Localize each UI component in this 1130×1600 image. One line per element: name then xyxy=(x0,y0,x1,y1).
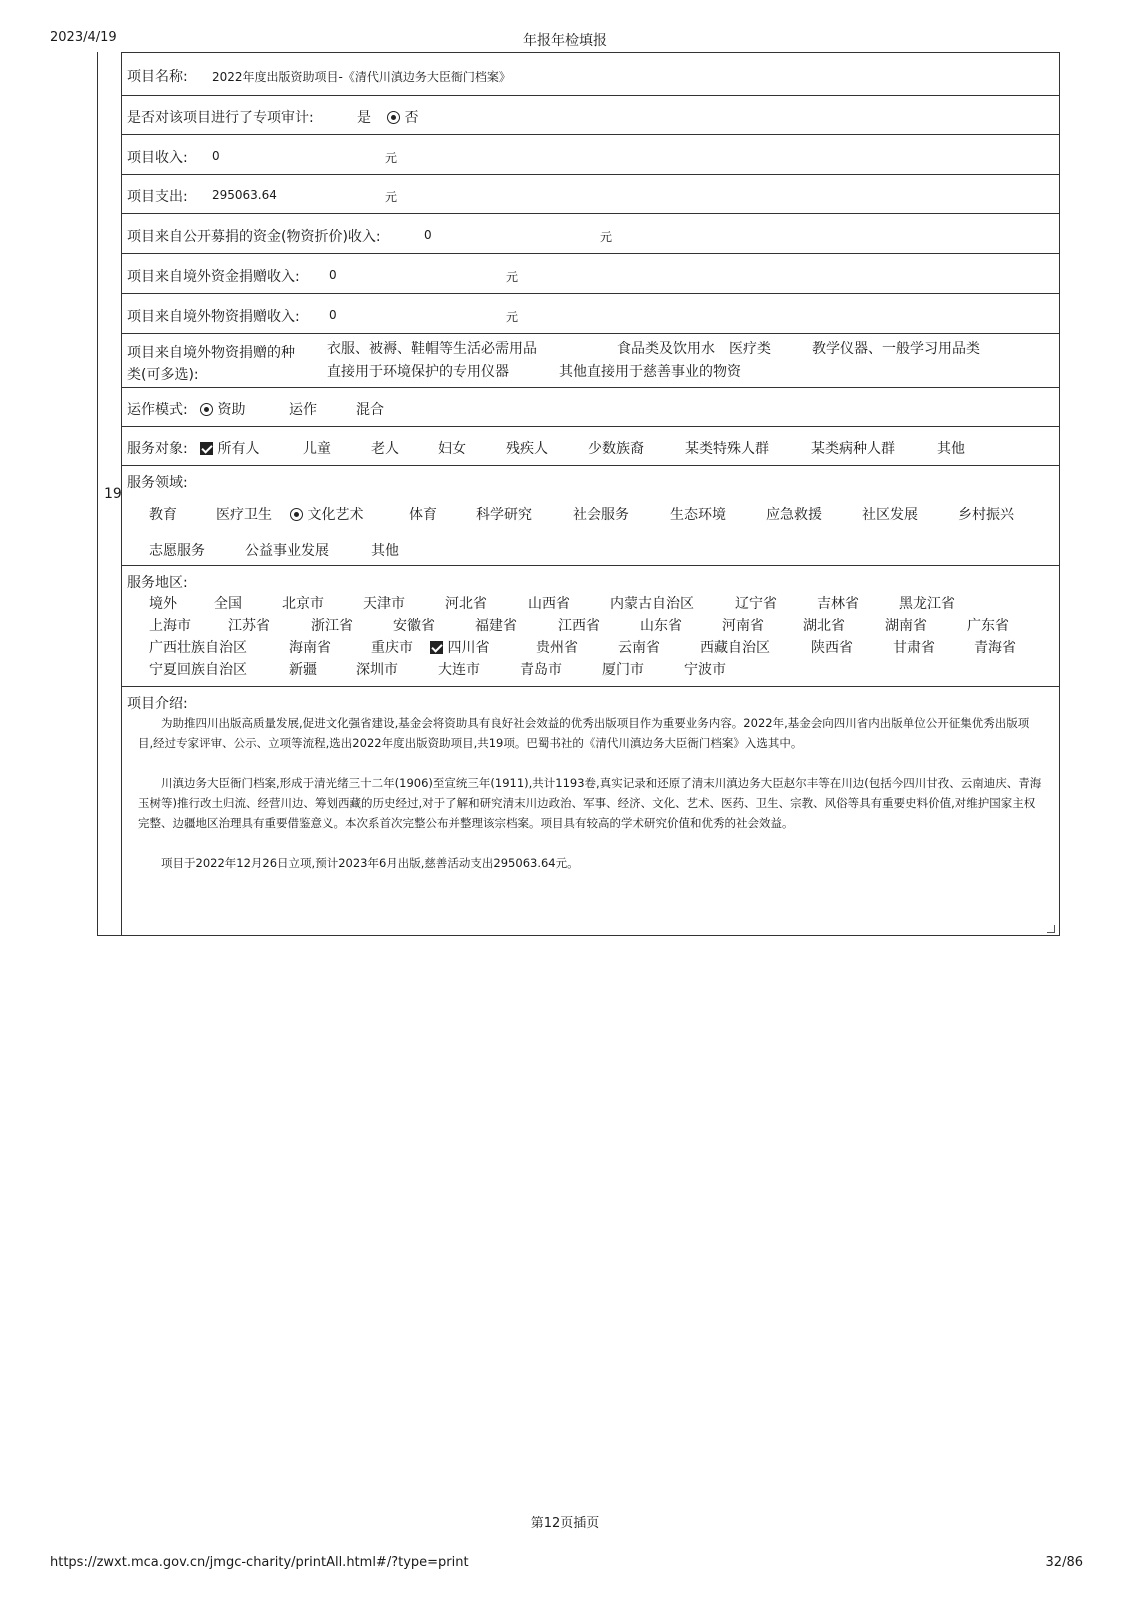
row-public-fund xyxy=(122,214,1059,254)
field-option[interactable]: 社会服务 xyxy=(573,507,629,523)
field-option-label: 文化艺术 xyxy=(307,507,364,523)
row-operation-mode xyxy=(122,388,1059,427)
region-option[interactable]: 江西省 xyxy=(558,618,600,634)
row-service-region xyxy=(122,566,1059,687)
page-insert-label: 第12页插页 xyxy=(530,1516,600,1531)
region-option[interactable]: 湖北省 xyxy=(803,618,845,634)
row-special-audit xyxy=(122,96,1059,135)
row-service-target xyxy=(122,427,1059,466)
print-date: 2023/4/19 xyxy=(50,30,117,45)
foreign-fund-unit: 元 xyxy=(506,270,519,284)
target-option[interactable]: 老人 xyxy=(371,441,399,457)
field-option[interactable]: 医疗卫生 xyxy=(216,507,272,523)
checkbox-checked-icon xyxy=(200,442,213,455)
target-option[interactable]: 某类特殊人群 xyxy=(685,441,769,457)
audit-yes-label: 是 xyxy=(357,110,371,126)
checkbox-checked-icon xyxy=(430,641,443,654)
intro-paragraph: 项目于2022年12月26日立项,预计2023年6月出版,慈善活动支出295063.64元。 xyxy=(161,856,579,870)
target-option[interactable]: 残疾人 xyxy=(506,441,548,457)
row-foreign-goods xyxy=(122,294,1059,334)
service-target-label: 服务对象: xyxy=(127,441,188,457)
region-option[interactable]: 北京市 xyxy=(282,596,324,612)
income-unit: 元 xyxy=(385,151,398,165)
radio-selected-icon xyxy=(290,508,303,521)
region-option[interactable]: 安徽省 xyxy=(393,618,435,634)
row-project-name xyxy=(122,53,1059,96)
goods-option[interactable]: 直接用于环境保护的专用仪器 xyxy=(327,364,509,380)
intro-paragraph: 为助推四川出版高质量发展,促进文化强省建设,基金会将资助具有良好社会效益的优秀出版项目作为重要业务内容。2022年,基金会向四川省内出版单位公开征集优秀出版项目,经过专家评审、公示、立项等流程,选出2022年度出版资助项目,共19项。巴蜀书社的《清代川滇边务大臣衙门档案》入选其中。 xyxy=(138,716,1030,750)
project-name-label: 项目名称: xyxy=(127,69,188,85)
target-option[interactable]: 其他 xyxy=(937,441,965,457)
region-option[interactable]: 甘肃省 xyxy=(893,640,935,656)
region-option[interactable]: 厦门市 xyxy=(602,662,644,678)
radio-selected-icon xyxy=(200,403,213,416)
region-option[interactable]: 青海省 xyxy=(974,640,1016,656)
region-option[interactable]: 境外 xyxy=(149,596,177,612)
page-url: https://zwxt.mca.gov.cn/jmgc-charity/printAll.html#/?type=print xyxy=(50,1555,469,1570)
foreign-fund-label: 项目来自境外资金捐赠收入: xyxy=(127,269,300,285)
operation-option-selected[interactable] xyxy=(200,399,245,419)
field-option[interactable]: 体育 xyxy=(409,507,437,523)
goods-option[interactable]: 其他直接用于慈善事业的物资 xyxy=(559,364,741,380)
row-income xyxy=(122,135,1059,175)
target-option[interactable]: 妇女 xyxy=(438,441,466,457)
region-option[interactable]: 陕西省 xyxy=(811,640,853,656)
target-option-selected[interactable] xyxy=(200,438,259,458)
field-option[interactable]: 志愿服务 xyxy=(149,543,205,559)
target-option[interactable]: 某类病种人群 xyxy=(811,441,895,457)
intro-paragraph: 川滇边务大臣衙门档案,形成于清光绪三十二年(1906)至宣统三年(1911),共计1193卷,真实记录和还原了清末川滇边务大臣赵尔丰等在川边(包括今四川甘孜、云南迪庆、青海玉树等)推行改土归流、经营川边、筹划西藏的历史经过,对于了解和研究清末川边政治、军事、经济、文化、艺术、医药、卫生、宗教、风俗等具有重要史料价值,对维护国家主权完整、边疆地区治理具有重要借鉴意义。本次系首次完整公布并整理该宗档案。项目具有较高的学术研究价值和优秀的社会效益。 xyxy=(138,776,1042,830)
goods-option[interactable]: 衣服、被褥、鞋帽等生活必需用品 xyxy=(327,341,537,357)
target-option-label: 所有人 xyxy=(217,441,260,457)
row-expense xyxy=(122,175,1059,214)
goods-types-label-line1: 项目来自境外物资捐赠的种 xyxy=(127,345,295,361)
row-project-intro xyxy=(122,687,1059,937)
goods-option[interactable]: 教学仪器、一般学习用品类 xyxy=(812,341,980,357)
field-option[interactable]: 乡村振兴 xyxy=(958,507,1014,523)
audit-option-no[interactable] xyxy=(387,107,418,127)
row-goods-types xyxy=(122,334,1059,388)
row-service-field xyxy=(122,466,1059,566)
region-option[interactable]: 重庆市 xyxy=(371,640,413,656)
region-option[interactable]: 深圳市 xyxy=(356,662,398,678)
page-count: 32/86 xyxy=(1045,1555,1083,1570)
special-audit-label: 是否对该项目进行了专项审计: xyxy=(127,110,314,126)
target-option[interactable]: 少数族裔 xyxy=(588,441,644,457)
region-option[interactable]: 宁波市 xyxy=(684,662,726,678)
row-number: 19 xyxy=(104,486,122,502)
region-option[interactable]: 福建省 xyxy=(475,618,517,634)
region-option[interactable]: 吉林省 xyxy=(817,596,859,612)
field-option[interactable]: 生态环境 xyxy=(670,507,726,523)
region-option[interactable]: 上海市 xyxy=(149,618,191,634)
region-option[interactable]: 西藏自治区 xyxy=(700,640,770,656)
region-option[interactable]: 江苏省 xyxy=(228,618,270,634)
expense-unit: 元 xyxy=(385,190,398,204)
radio-selected-icon xyxy=(387,111,400,124)
audit-option-yes[interactable] xyxy=(357,107,371,127)
region-option[interactable]: 海南省 xyxy=(289,640,331,656)
region-option[interactable]: 新疆 xyxy=(289,662,317,678)
public-fund-label: 项目来自公开募捐的资金(物资折价)收入: xyxy=(127,229,381,245)
field-option[interactable]: 科学研究 xyxy=(476,507,532,523)
region-option-label: 四川省 xyxy=(447,640,490,656)
field-option-selected[interactable] xyxy=(290,504,363,524)
expense-value: 295063.64 xyxy=(212,188,277,202)
operation-option[interactable]: 混合 xyxy=(356,402,384,418)
foreign-goods-unit: 元 xyxy=(506,310,519,324)
operation-option[interactable]: 运作 xyxy=(289,402,317,418)
public-fund-value: 0 xyxy=(424,228,432,242)
service-region-label: 服务地区: xyxy=(127,575,188,591)
income-label: 项目收入: xyxy=(127,150,188,166)
region-option[interactable]: 广东省 xyxy=(967,618,1009,634)
region-option[interactable]: 河北省 xyxy=(445,596,487,612)
goods-option[interactable]: 食品类及饮用水 xyxy=(617,341,715,357)
region-option[interactable]: 辽宁省 xyxy=(735,596,777,612)
region-option[interactable]: 湖南省 xyxy=(885,618,927,634)
region-option-selected[interactable] xyxy=(430,637,489,657)
field-option[interactable]: 公益事业发展 xyxy=(245,543,329,559)
service-field-label: 服务领域: xyxy=(127,475,188,491)
resize-grip-icon[interactable] xyxy=(1047,925,1055,933)
region-option[interactable]: 宁夏回族自治区 xyxy=(149,662,247,678)
goods-types-label-line2: 类(可多选): xyxy=(127,367,199,383)
foreign-goods-label: 项目来自境外物资捐赠收入: xyxy=(127,309,300,325)
project-name-value: 2022年度出版资助项目-《清代川滇边务大臣衙门档案》 xyxy=(212,70,511,84)
foreign-fund-value: 0 xyxy=(329,268,337,282)
region-option[interactable]: 河南省 xyxy=(722,618,764,634)
region-option[interactable]: 云南省 xyxy=(618,640,660,656)
goods-option[interactable]: 医疗类 xyxy=(729,341,771,357)
region-option[interactable]: 全国 xyxy=(214,596,242,612)
operation-option-label: 资助 xyxy=(217,402,246,418)
region-option[interactable]: 黑龙江省 xyxy=(899,596,955,612)
public-fund-unit: 元 xyxy=(600,230,613,244)
project-table xyxy=(122,52,1060,936)
region-option[interactable]: 天津市 xyxy=(363,596,405,612)
region-option[interactable]: 青岛市 xyxy=(520,662,562,678)
region-option[interactable]: 山西省 xyxy=(528,596,570,612)
field-option[interactable]: 其他 xyxy=(371,543,399,559)
region-option[interactable]: 贵州省 xyxy=(536,640,578,656)
region-option[interactable]: 山东省 xyxy=(640,618,682,634)
page-title: 年报年检填报 xyxy=(523,33,607,49)
income-value: 0 xyxy=(212,149,220,163)
region-option[interactable]: 大连市 xyxy=(438,662,480,678)
expense-label: 项目支出: xyxy=(127,189,188,205)
foreign-goods-value: 0 xyxy=(329,308,337,322)
operation-mode-label: 运作模式: xyxy=(127,402,188,418)
field-option[interactable]: 教育 xyxy=(149,507,177,523)
field-option[interactable]: 社区发展 xyxy=(862,507,918,523)
region-option[interactable]: 浙江省 xyxy=(311,618,353,634)
audit-no-label: 否 xyxy=(404,110,419,126)
field-option[interactable]: 应急救援 xyxy=(766,507,822,523)
row-foreign-fund xyxy=(122,254,1059,294)
intro-label: 项目介绍: xyxy=(127,696,188,712)
region-option[interactable]: 广西壮族自治区 xyxy=(149,640,247,656)
target-option[interactable]: 儿童 xyxy=(303,441,331,457)
region-option[interactable]: 内蒙古自治区 xyxy=(610,596,694,612)
